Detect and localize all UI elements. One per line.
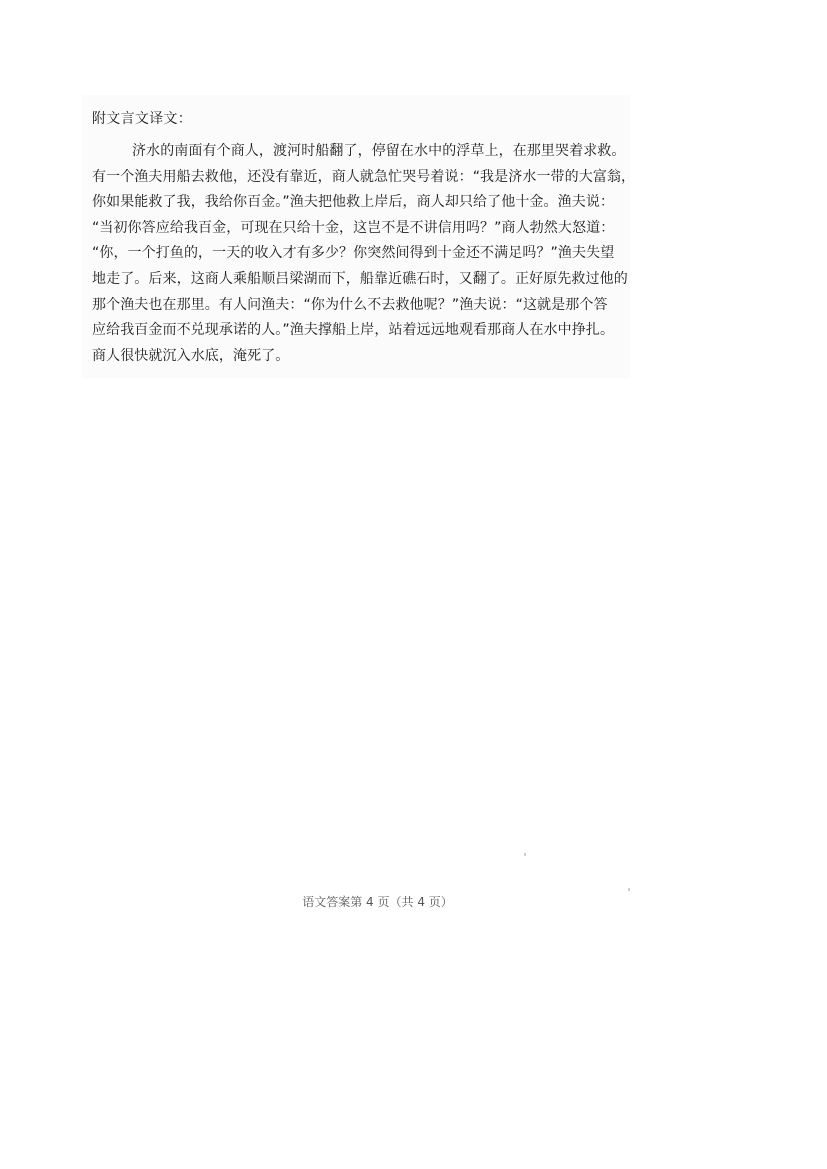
page-footer: 语文答案第 4 页（共 4 页）	[302, 895, 453, 909]
paragraph-line: 商人很快就沉入水底，淹死了。	[92, 347, 290, 364]
scan-speck	[524, 853, 526, 856]
translation-paragraph	[92, 139, 640, 369]
paragraph-line: 你如果能救了我，我给你百金。”渔夫把他救上岸后，商人却只给了他十金。渔夫说：	[92, 194, 615, 211]
paragraph-line: 应给我百金而不兑现承诺的人。”渔夫撑船上岸，站着远远地观看那商人在水中挣扎。	[92, 322, 615, 339]
paragraph-line: “当初你答应给我百金，可现在只给十金，这岂不是不讲信用吗？”商人勃然大怒道：	[92, 219, 615, 236]
paragraph-line: 有一个渔夫用船去救他，还没有靠近，商人就急忙哭号着说：“我是济水一带的大富翁，	[92, 168, 636, 185]
paragraph-line: “你，一个打鱼的，一天的收入才有多少？你突然间得到十金还不满足吗？”渔夫失望	[92, 245, 615, 262]
paragraph-line: 地走了。后来，这商人乘船顺吕梁湖而下，船靠近礁石时，又翻了。正好原先救过他的	[92, 270, 628, 287]
section-heading: 附文言文译文：	[92, 111, 193, 127]
scan-speck	[628, 888, 630, 891]
paragraph-line: 济水的南面有个商人，渡河时船翻了，停留在水中的浮草上，在那里哭着求救。	[132, 143, 626, 159]
paragraph-line: 那个渔夫也在那里。有人问渔夫：“你为什么不去救他呢？”渔夫说：“这就是那个答	[92, 296, 608, 313]
